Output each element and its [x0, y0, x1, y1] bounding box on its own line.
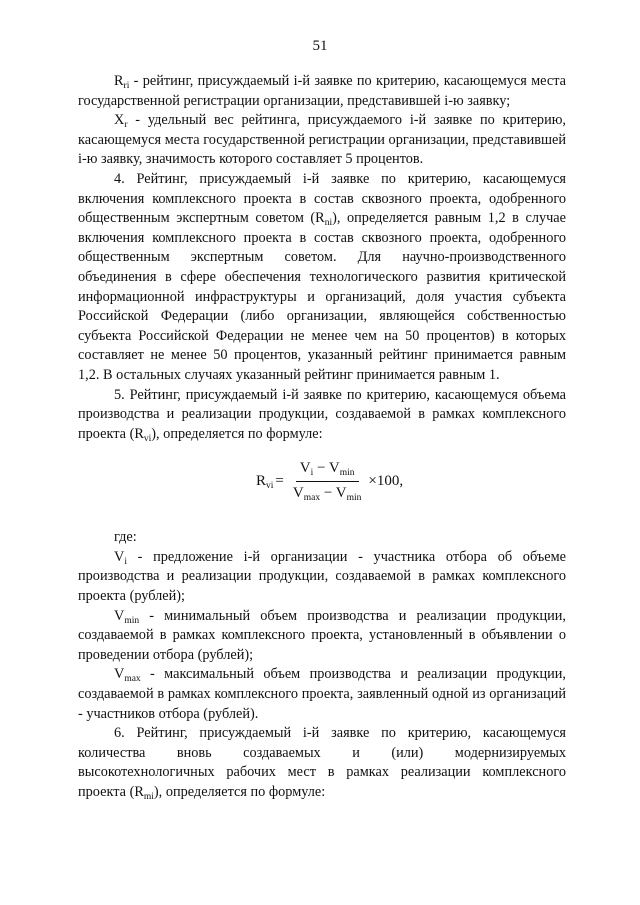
where-label: где: [114, 529, 137, 546]
document-body [78, 72, 566, 803]
page-number: 51 [312, 38, 328, 54]
formula-rvi [78, 448, 566, 520]
formula-fraction [289, 459, 366, 503]
paragraph-4: 4. Рейтинг, присуждаемый i-й заявке по критерию, касающемуся включения комплексного проекта в состав сквозного проекта, одобренного общественным экспертным советом $(R_{ni})$, определяется равным 1,2 в случае включения комплексного проекта в состав сквозного проекта, одобренного общественным экспертным советом. Для научно-производственного объединения в сфере обеспечения технологического развития критической информационной инфраструктуры и организаций, доля участия субъекта Российской Федерации (либо организации, являющейся собственностью субъекта Российской Федерации не менее чем на 50 процентов) в которых составляет не менее 50 процентов, указанный рейтинг принимается равным 1,2. В остальных случаях указанный рейтинг принимается равным 1. [78, 170, 566, 383]
definition-v-max: $V_{max}$ - максимальный объем производства и реализации продукции, создаваемой в рамках комплексного проекта, заявленный одной из организаций - участников отбора (рублей). [78, 666, 566, 722]
formula-denominator: $V_{max} - V_{min}$ [292, 484, 362, 503]
paragraph-6: 6. Рейтинг, присуждаемый i-й заявке по критерию, касающемуся количества вновь создаваемых и (или) модернизируемых высокотехнологичных рабочих мест в рамках реализации комплексного проекта $(R_{mi})$, определяется по формуле: [78, 725, 566, 802]
definition-r-ri: $R_{ri}$ - рейтинг, присуждаемый i-й заявке по критерию, касающемуся места государственной регистрации организации, представившей i-ю заявку; [78, 73, 566, 109]
formula-multiplier: ×100, [368, 472, 404, 489]
definition-v-min: $V_{min}$ - минимальный объем производства и реализации продукции, создаваемой в рамках комплексного проекта, установленный в объявлении о проведении отбора (рублей); [78, 607, 566, 663]
formula-equals: = [275, 472, 284, 489]
definition-v-i: $V_i$ - предложение i-й организации - участника отбора об объеме производства и реализации продукции, создаваемой в рамках комплексного проекта (рублей); [78, 548, 566, 605]
definition-x-r: $X_r$ - удельный вес рейтинга, присуждаемого i-й заявке по критерию, касающемуся места государственной регистрации организации, представившей i-ю заявку, значимость которого составляет 5 процентов. [78, 112, 566, 168]
formula-lhs: $R_{vi}$ [256, 472, 274, 491]
formula-numerator: $V_i - V_{min}$ [296, 459, 359, 482]
paragraph-5: 5. Рейтинг, присуждаемый i-й заявке по критерию, касающемуся объема производства и реализации продукции, создаваемой в рамках комплексного проекта $(R_{vi})$, определяется по формуле: [78, 386, 566, 444]
